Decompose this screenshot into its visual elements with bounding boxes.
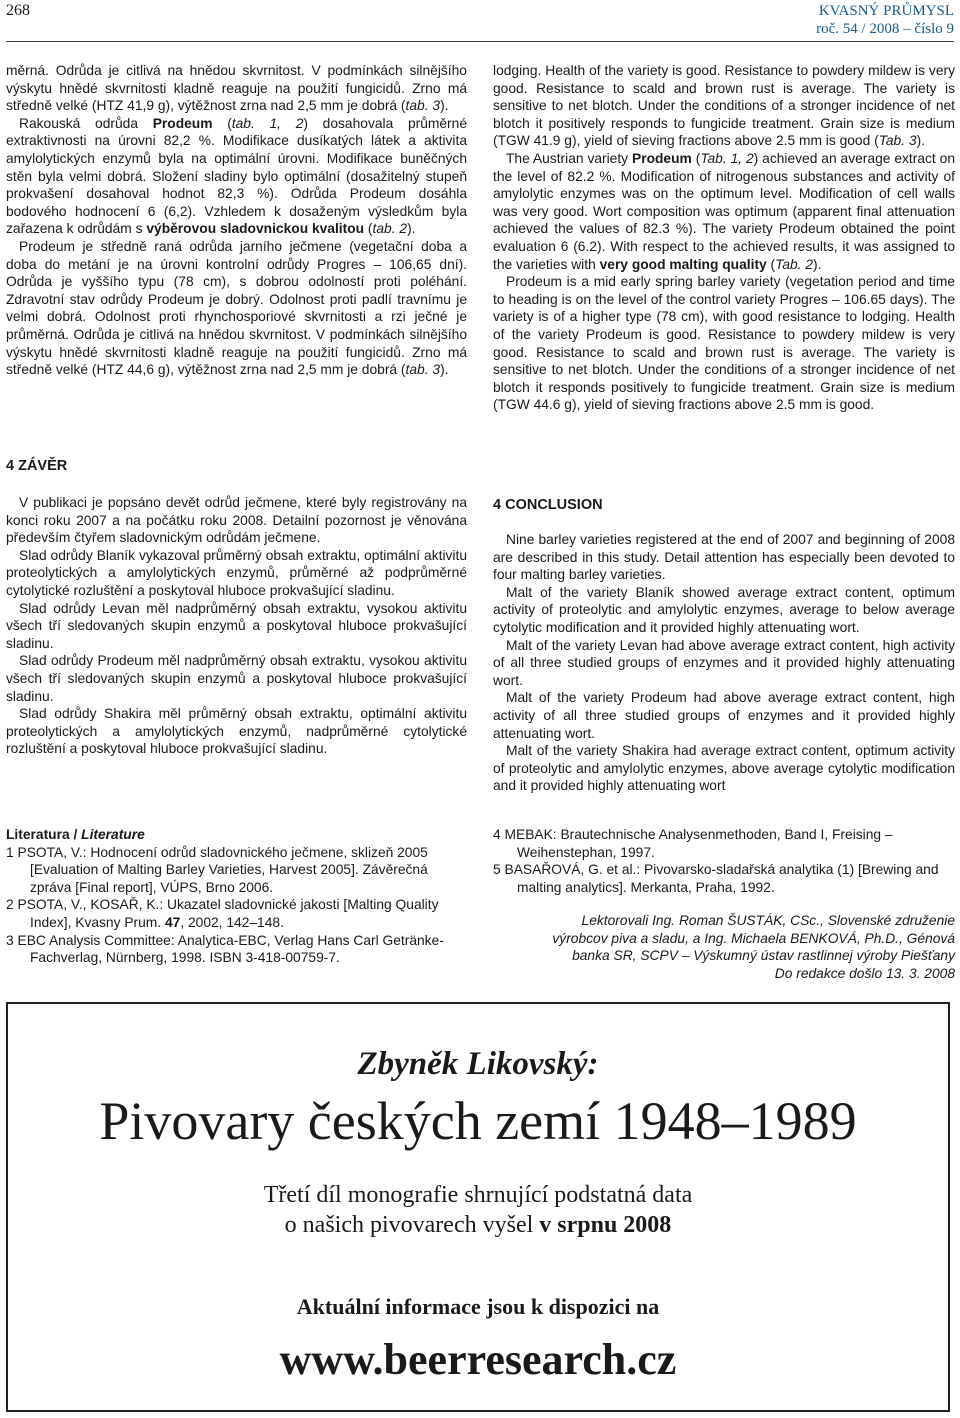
header-rule (6, 41, 954, 42)
reference-item: 4 MEBAK: Brautechnische Analysenmethoden, Band I, Freising – Weihenstephan, 1997. (493, 827, 893, 860)
english-conclusion-text (493, 531, 955, 795)
paragraph: Malt of the variety Prodeum had above average extract content, high activity of all three studied groups of enzymes and it provided highly attenuating wort. (493, 690, 955, 741)
journal-issue: roč. 54 / 2008 – číslo 9 (816, 21, 954, 37)
paragraph: The Austrian variety Prodeum (Tab. 1, 2) achieved an average extract on the level of 82.2 %. Modification of nitrogenous substances and activity of amylolytic enzymes was on the optimum level. Modification of cell walls was very good. Wort composition was optimum (apparent final attenuation achieved the values of 82.3 %). The variety Prodeum obtained the point evaluation 6 (6.2). With respect to the achieved results, it was assigned to the varieties with very good malting quality (Tab. 2). (493, 150, 955, 272)
ad-info: Aktuální informace jsou k dispozici na (296, 1294, 660, 1319)
section-heading: 4 ZÁVĚR (6, 458, 68, 474)
paragraph: Malt of the variety Levan had above average extract content, high activity of all three studied groups of enzymes and it provided highly attenuating wort. (493, 637, 955, 688)
paragraph: Malt of the variety Blaník showed average extract content, optimum activity of proteolytic and amylolytic enzymes, average to below average cytolytic modification and it provided highly attenuating wort. (493, 584, 955, 635)
paragraph: V publikaci je popsáno devět odrůd ječmene, které byly registrovány na konci roku 2007 a na počátku roku 2008. Detailní pozornost je věnována především čtyřem sladovnickým odrůdám ječmene. (6, 495, 467, 546)
paragraph: Rakouská odrůda Prodeum (tab. 1, 2) dosahovala průměrné extraktivnosti na úrovni 82,2 %. Modifikace dusíkatých látek a aktivita amylolytických enzymů byla na optimální úrovni. Modifikace buněčných stěn byla velmi dobrá. Složení sladiny bylo optimální (dosažitelný stupeň prokvašení dosahoval hodnot 82,3 %). Odrůda Prodeum dosáhla bodového hodnocení 6 (6,2). Vzhledem k dosaženým výsledkům byla zařazena k odrůdám s výběrovou sladovnickou kvalitou (tab. 2). (6, 115, 467, 237)
reviewers-line: výrobcov piva a sladu, a Ing. Michaela BENKOVÁ, Ph.D., Génová (552, 930, 955, 946)
running-header (816, 2, 954, 38)
paragraph: Malt of the variety Shakira had average extract content, optimum activity of proteolytic and amylolytic enzymes, above average cytolytic modification and it provided highly attenuating wort (493, 743, 955, 794)
reference-item: 2 PSOTA, V., KOSAŘ, K.: Ukazatel sladovnické jakosti [Malting Quality Index], Kvasny Prum. 47, 2002, 142–148. (6, 897, 439, 930)
paragraph: Slad odrůdy Levan měl nadprůměrný obsah extraktu, vysokou aktivitu všech tří sledovaných skupin enzymů a poskytoval hluboce prokvašující sladinu. (6, 600, 467, 651)
section-heading: 4 CONCLUSION (493, 497, 603, 513)
reference-item: 1 PSOTA, V.: Hodnocení odrůd sladovnického ječmene, sklizeň 2005 [Evaluation of Malting Barley Varieties, Harvest 2005]. Závěrečná zpráva [Final report], VÚPS, Brno 2006. (6, 844, 428, 895)
paragraph: lodging. Health of the variety is good. Resistance to powdery mildew is very good. Resistance to scald and brown rust is average. The variety is sensitive to net blotch. Under the conditions of a stronger incidence of net blotch it positively responds to fungicide treatment. Grain size is medium (TGW 41.9 g), yield of sieving fractions above 2.5 mm is good (Tab. 3). (493, 63, 955, 149)
paragraph: Prodeum je středně raná odrůda jarního ječmene (vegetační doba a doba do metání je na úrovni kontrolní odrůdy Progres – 106,65 dní). Odrůda je vyššího typu (78 cm), s dobrou odolností proti poléhání. Zdravotní stav odrůdy Prodeum je dobrý. Odolnost proti padlí travnímu je velmi dobrá. Odolnost proti rhynchosporiové skvrnitosti a rzi ječné je průměrná. Odrůda je citlivá na hnědou skvrnitost. V podmínkách silnějšího výskytu hnědé skvrnitosti kladně reaguje na použití fungicidů. Zrno má středně velké (HTZ 44,6 g), výtěžnost zrna nad 2,5 mm je dobrá (tab. 3). (6, 238, 467, 378)
ad-website-link[interactable]: www.beerresearch.cz (279, 1335, 677, 1384)
paragraph: Prodeum is a mid early spring barley variety (vegetation period and time to heading is on the level of the control variety Progres – 106.65 days). The variety is of a higher type (78 cm), with good resistance to lodging. Health of the variety Prodeum is good. Resistance to powdery mildew is very good. Resistance to scald and brown rust is average. The variety is sensitive to net blotch. Under the conditions of a stronger incidence of net blotch it responds positively to fungicide treatment. Grain size is medium (TGW 44.6 g), yield of sieving fractions above 2.5 mm is good. (493, 274, 955, 413)
reference-item: 5 BASAŘOVÁ, G. et al.: Pivovarsko-sladařská analytika (1) [Brewing and malting analytics]. Merkanta, Praha, 1992. (493, 862, 939, 895)
references-heading: Literatura / Literature (6, 827, 145, 842)
english-results-text (493, 62, 955, 414)
paragraph: Slad odrůdy Prodeum měl nadprůměrný obsah extraktu, vysokou aktivitu všech tří sledovaných skupin enzymů a poskytoval hluboce prokvašující sladinu. (6, 653, 467, 704)
reviewers-line: banka SR, SCPV – Výskumný ústav rastlinnej výroby Piešťany (572, 948, 955, 964)
paragraph: Slad odrůdy Blaník vykazoval průměrný obsah extraktu, optimální aktivitu proteolytických a amylolytických enzymů, průměrné až podprůměrné cytolytické rozluštění a poskytoval hluboce prokvašující sladinu. (6, 547, 467, 598)
paragraph: měrná. Odrůda je citlivá na hnědou skvrnitost. V podmínkách silnějšího výskytu hnědé skvrnitosti kladně reaguje na použití fungicidů. Zrno má středně velké (HTZ 41,9 g), výtěžnost zrna nad 2,5 mm je dobrá (tab. 3). (6, 63, 467, 114)
journal-name: KVASNÝ PRŮMYSL (818, 3, 954, 19)
reviewers-line: Lektorovali Ing. Roman ŠUSTÁK, CSc., Slovenské združenie (581, 913, 955, 928)
czech-conclusion-text (6, 494, 467, 758)
reviewers-note (493, 912, 955, 982)
ad-description: Třetí díl monografie shrnující podstatná data o našich pivovarech vyšel v srpnu 2008 (263, 1182, 693, 1238)
received-date: Do redakce došlo 13. 3. 2008 (774, 965, 955, 981)
paragraph: Slad odrůdy Shakira měl průměrný obsah extraktu, optimální aktivitu proteolytických a amylolytických enzymů, nadprůměrné cytolytické rozluštění a poskytoval hluboce prokvašující sladinu. (6, 706, 467, 757)
references-right (493, 826, 955, 896)
paragraph: Nine barley varieties registered at the end of 2007 and beginning of 2008 are described in this study. Detail attention has especially been devoted to four malting barley varieties. (493, 532, 955, 583)
page-number: 268 (6, 2, 30, 19)
references-left (6, 826, 467, 967)
ad-book-title: Pivovary českých zemí 1948–1989 (99, 1091, 857, 1151)
book-advertisement (6, 1002, 950, 1412)
czech-results-text (6, 62, 467, 379)
reference-item: 3 EBC Analysis Committee: Analytica-EBC, Verlag Hans Carl Getränke-Fachverlag, Nürnberg, 1998. ISBN 3-418-00759-7. (6, 932, 444, 966)
ad-author: Zbyněk Likovský: (357, 1046, 599, 1082)
